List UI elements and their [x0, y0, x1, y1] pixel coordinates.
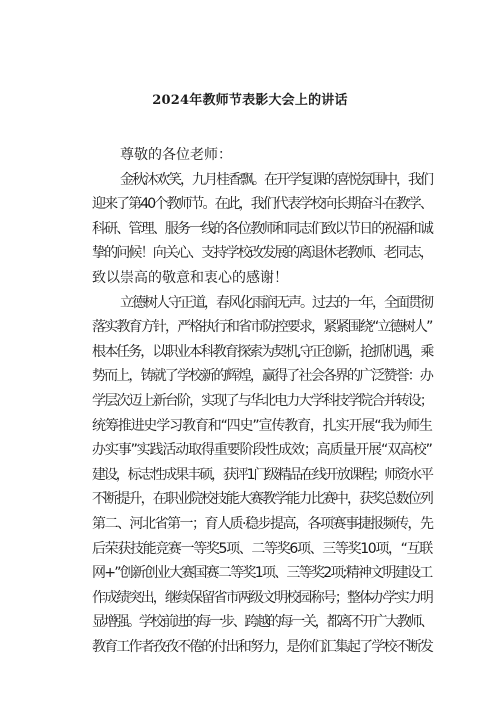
text-line: 势而上，铸就了学校新的辉煌，赢得了社会各界的广泛赞誉：办	[92, 368, 432, 385]
text-line: 尊敬的各位老师：	[120, 147, 232, 163]
text-line: 学层次迈上新台阶，实现了与华北电力大学科技学院合并转设；	[92, 392, 432, 409]
document-body	[92, 143, 432, 659]
text-line: 教育工作者孜孜不倦的付出和努力，是你们汇集起了学校不断发	[92, 638, 432, 655]
text-line: 第二、河北省第一；育人质·稳步提高，各项赛事捷报频传，先	[92, 515, 433, 532]
text-line: 致以崇高的敬意和衷心的感谢！	[92, 269, 288, 286]
text-line: 建设，标志性成果丰硕，获评1门级精品在线开放课程；师资水平	[92, 466, 432, 483]
text-line: 迎来了第40个教师节。在此，我们代表学校向长期奋斗在教学、	[92, 196, 432, 213]
text-line: 不断提升，在职业院校技能大赛教学能力比赛中，获奖总数位列	[92, 491, 432, 508]
text-line: 作成绩突出，继续保留省市两级文明校园称号；整体办学实力明	[92, 589, 432, 606]
text-line: 金秋沐欢笑，九月桂香飘。在开学复课的喜悦氛围中，我们	[120, 171, 432, 188]
text-line: 办实事”实践活动取得重要阶段性成效；高质量开展“双高校”	[92, 442, 432, 459]
text-line: 根本任务，以职业本科教育探索为契机,守正创新，抢抓机遇，乘	[92, 343, 433, 360]
document-title: 2024年教师节表影大会上的讲话	[152, 93, 348, 108]
text-line: 挚的问候！向关心、支持学校改发展的离退休老教师、老同志，	[92, 245, 432, 262]
text-line: 显增强。学校前进的每一步、跨越的每一关，都离不开广大教师、	[92, 614, 432, 631]
text-line: 后荣获技能竞赛一等奖5项、二等奖6项、三等奖10项，“互联	[92, 540, 432, 557]
text-line: 网+”创新创业大赛国赛二等奖1项、三等奖2项;精神文明建设工	[92, 565, 432, 582]
text-line: 落实教育方针，严格执行和省市防控要求，紧紧围绕“立德树人”	[92, 319, 432, 336]
text-line: 科研、管理、服务一线的各位教师和同志们致以节日的祝福和诚	[92, 220, 432, 237]
text-line: 立德树人守正道，春风化雨润无声。过去的一年，全面贯彻	[120, 294, 432, 311]
text-line: 统筹推进史学习教育和“四史”宣传教育，扎实开展“我为师生	[92, 417, 432, 434]
